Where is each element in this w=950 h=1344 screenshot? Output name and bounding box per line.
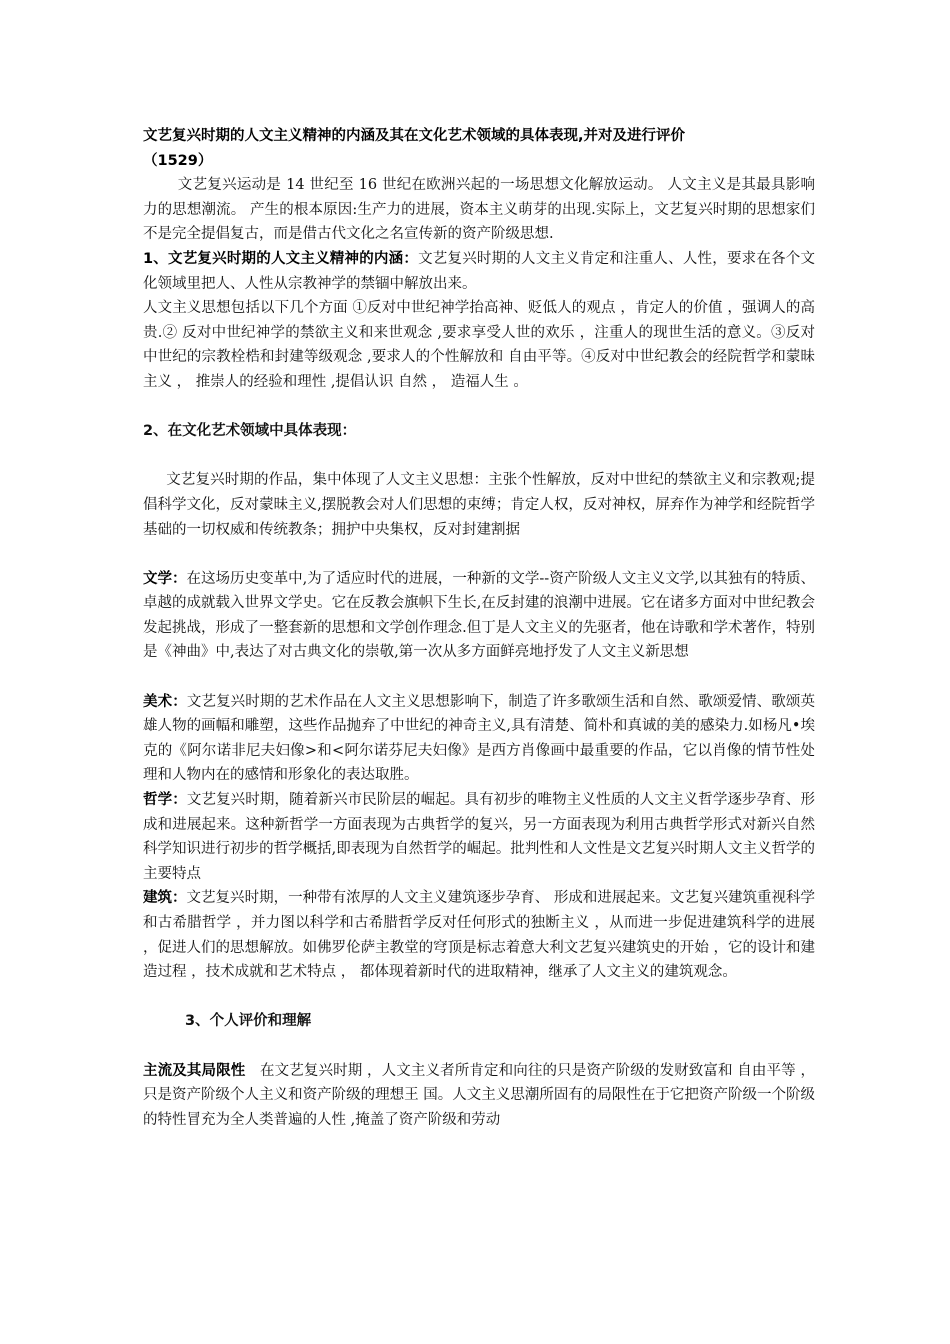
literature-paragraph <box>143 567 815 665</box>
title-line-2: （1529） <box>143 152 213 169</box>
section-1-points: 人文主义思想包括以下几个方面 ①反对中世纪神学抬高神、贬低人的观点 ，肯定人的价值 ，强调人的高贵.② 反对中世纪神学的禁欲主义和来世观念 ,要求享受人世的欢乐 ，注重人的现世生活的意义。③反对中世纪的宗教栓梏和封建等级观念 ,要求人的个性解放和 自由平等。④反对中世纪教会的经院哲学和蒙昧主义 ， 推崇人的经验和理性 ,提倡认识 自然 ， 造福人生 。 <box>143 300 815 390</box>
section-2-overview: 文艺复兴时期的作品，集中体现了人文主义思想：主张个性解放，反对中世纪的禁欲主义和宗教观;提倡科学文化，反对蒙昧主义,摆脱教会对人们思想的束缚；肯定人权，反对神权，屏弃作为神学和经院哲学基础的一切权威和传统教条；拥护中央集权，反对封建割据 <box>143 472 815 538</box>
section-2-heading: 2、在文化艺术领域中具体表现： <box>143 423 357 440</box>
mainstream-paragraph <box>143 1059 815 1133</box>
architecture-label: 建筑： <box>143 890 187 907</box>
section-1-paragraph <box>143 247 815 296</box>
document-title <box>143 124 815 173</box>
architecture-text: 文艺复兴时期，一种带有浓厚的人文主义建筑逐步孕育、 形成和进展起来。文艺复兴建筑重视科学和古希腊哲学 ，并力图以科学和古希腊哲学反对任何形式的独断主义 ，从而进一步促进建筑科学的进展 ，促进人们的思想解放。如佛罗伦萨主教堂的穹顶是标志着意大利文艺复兴建筑史的开始 ，它的设计和建造过程 ，技术成就和艺术特点 ， 都体现着新时代的进取精神，继承了人文主义的建筑观念。 <box>143 890 816 981</box>
section-1-heading: 1、文艺复兴时期的人文主义精神的内涵： <box>143 250 419 267</box>
art-label: 美术： <box>143 693 187 710</box>
section-1-text: 文艺复兴时期的人文主义肯定和注重人、人性，要求在各个文化领域里把人、人性从宗教神学的禁锢中解放出来。 <box>143 250 815 292</box>
literature-label: 文学： <box>143 570 187 587</box>
section-3-heading: 3、个人评价和理解 <box>185 1013 312 1030</box>
philosophy-label: 哲学： <box>143 792 187 809</box>
title-line-1: 文艺复兴时期的人文主义精神的内涵及其在文化艺术领域的具体表现,并对及进行评价 <box>143 128 686 144</box>
literature-text: 在这场历史变革中,为了适应时代的进展，一种新的文学--资产阶级人文主义文学,以其独有的特质、卓越的成就载入世界文学史。它在反教会旗帜下生长,在反封建的浪潮中进展。它在诸多方面对中世纪教会发起挑战，形成了一整套新的思想和文学创作理念.但丁是人文主义的先驱者，他在诗歌和学术著作，特别是《神曲》中,表达了对古典文化的崇敬,第一次从多方面鲜亮地抒发了人文主义新思想 <box>143 570 815 661</box>
mainstream-text: 在文艺复兴时期 ，人文主义者所肯定和向往的只是资产阶级的发财致富和 自由平等 ， 只是资产阶级个人主义和资产阶级的理想王 国。人文主义思潮所固有的局限性在于它把资产阶级一个阶级的特性冒充为全人类普遍的人性 ,掩盖了资产阶级和劳动 <box>143 1062 816 1128</box>
philosophy-text: 文艺复兴时期，随着新兴市民阶层的崛起。具有初步的唯物主义性质的人文主义哲学逐步孕育、形成和进展起来。这种新哲学一方面表现为古典哲学的复兴，另一方面表现为利用古典哲学形式对新兴自然科学知识进行初步的哲学概括,即表现为自然哲学的崛起。批判性和人文性是文艺复兴时期人文主义哲学的主要特点 <box>143 792 816 882</box>
philosophy-paragraph <box>143 788 815 886</box>
mainstream-label: 主流及其局限性 <box>143 1062 246 1079</box>
intro-paragraph: 文艺复兴运动是 14 世纪至 16 世纪在欧洲兴起的一场思想文化解放运动。 人文主义是其最具影响力的思想潮流。 产生的根本原因:生产力的进展，资本主义萌芽的出现.实际上，文艺复兴时期的思想家们不是完全提倡复古，而是借古代文化之名宣传新的资产阶级思想. <box>143 177 815 243</box>
art-paragraph <box>143 690 815 788</box>
architecture-paragraph <box>143 886 815 984</box>
art-text: 文艺复兴时期的艺术作品在人文主义思想影响下，制造了许多歌颂生活和自然、歌颂爱情、歌颂英雄人物的画幅和雕塑，这些作品抛弃了中世纪的神奇主义,具有清楚、简朴和真诚的美的感染力.如杨凡•埃克的《阿尔诺非尼夫妇像>和<阿尔诺芬尼夫妇像》是西方肖像画中最重要的作品，它以肖像的情节性处理和人物内在的感情和形象化的表达取胜。 <box>143 693 816 784</box>
document-page <box>143 124 815 1132</box>
